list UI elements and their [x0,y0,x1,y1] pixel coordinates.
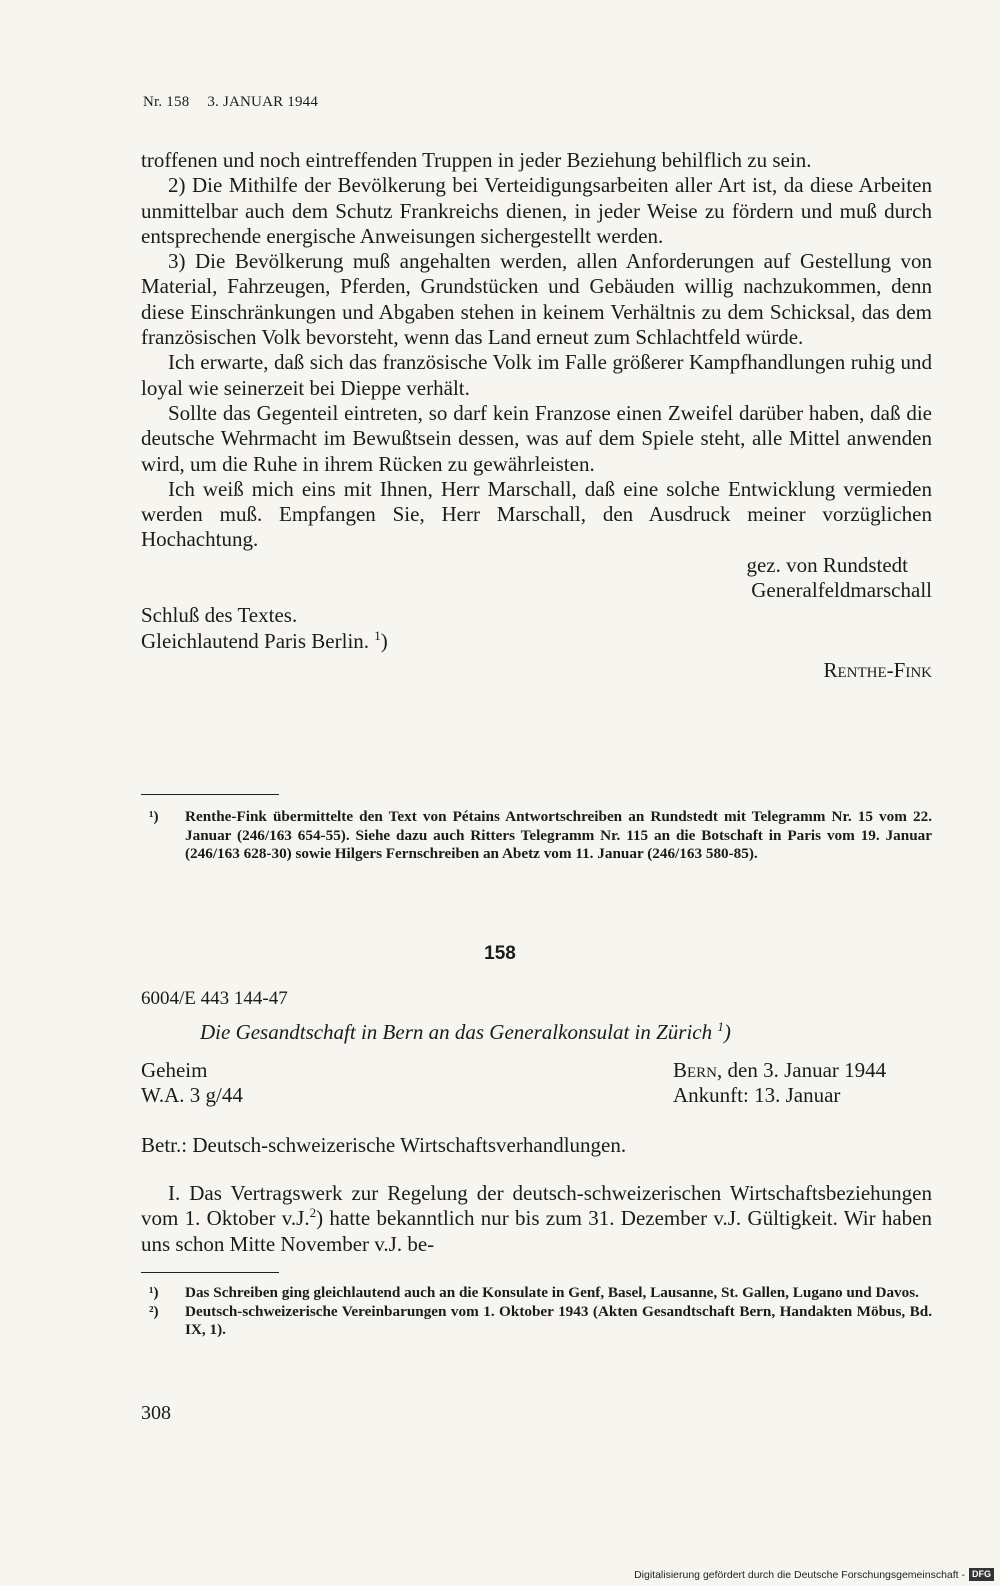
footnote-text: Renthe-Fink übermittelte den Text von Pétains Antwortschreiben an Rundstedt mit Telegramm Nr. 15 vom 22. Januar (246/163 654-55). Siehe dazu auch Ritters Telegramm Nr. 115 an die Botschaft in Paris vom 19. Januar (246/163 628-30) sowie Hilgers Fernschreiben an Abetz vom 11. Januar (246/163 580-85). [185,808,932,863]
paragraph: Ich weiß mich eins mit Ihnen, Herr Marschall, daß eine solche Entwicklung vermieden werden muß. Empfangen Sie, Herr Marschall, den Ausdruck meiner vorzüglichen Hochachtung. [141,476,932,552]
paragraph: Sollte das Gegenteil eintreten, so darf kein Franzose einen Zweifel darüber haben, daß die deutsche Wehrmacht im Bewußtsein dessen, was auf dem Spiele steht, alle Mittel anwenden wird, um die Ruhe in ihrem Rücken zu gewährleisten. [141,400,932,476]
document-meta-left [141,1058,243,1108]
body-text: hatte bekanntlich nur bis zum 31. Dezember v.J. Gültigkeit. Wir haben uns schon Mitte November v.J. be- [141,1206,932,1256]
footnote-rule [141,1272,279,1273]
footnote-mark: 1 [374,627,381,643]
reference-number: W.A. 3 g/44 [141,1083,243,1107]
running-head [143,94,332,111]
dfg-logo: DFG [969,1568,994,1581]
footnote-rule [141,794,279,795]
paragraph: Ich erwarte, daß sich das französische Volk im Falle größerer Kampfhandlungen ruhig und loyal wie seinerzeit bei Dieppe verhält. [141,350,932,400]
closing-text: Gleichlautend Paris Berlin. [141,628,370,653]
footnote-mark: ¹) [149,808,159,825]
footnote-text: Deutsch-schweizerische Vereinbarungen vom 1. Oktober 1943 (Akten Gesandtschaft Bern, Handakten Möbus, Bd. IX, 1). [185,1302,932,1339]
footnotes-top [141,808,932,864]
digitization-text: Digitalisierung gefördert durch die Deutsche Forschungsgemeinschaft - [634,1568,965,1581]
document-meta-right [673,1058,886,1108]
document-number: 158 [484,943,516,964]
footnote [141,1303,932,1340]
document-title-text: Die Gesandtschaft in Bern an das Generalkonsulat in Zürich [200,1020,713,1044]
paragraph: troffenen und noch eintreffenden Truppen in jeder Beziehung behilflich zu sein. [141,148,812,172]
footnote-text: Das Schreiben ging gleichlautend auch an die Konsulate in Genf, Basel, Lausanne, St. Gallen, Lugano und Davos. [185,1284,919,1301]
digitization-note [634,1568,994,1581]
closing-line: Gleichlautend Paris Berlin. $^1$) [141,627,388,653]
body-text: I. Das Vertragswerk zur Regelung der deutsch-schweizerischen Wirtschaftsbeziehungen vom 1. Oktober v.J. [141,1181,932,1231]
letter-continuation [141,148,932,683]
footnotes-bottom [141,1284,932,1340]
footnote-mark: 2 [309,1205,317,1221]
date: , den 3. Januar 1944 [717,1058,887,1082]
running-head-number: Nr. 158 [143,94,190,110]
sender-name: Renthe-Fink [823,657,932,682]
arrival-date: Ankunft: 13. Januar [673,1083,841,1107]
footnote [141,808,932,864]
place: Bern [673,1058,718,1082]
footnote-mark: ¹) [149,1284,159,1301]
document-body [141,1181,932,1257]
running-head-date: 3. JANUAR 1944 [207,94,319,110]
closing-line: Schluß des Textes. [141,603,298,628]
paragraph: 3) Die Bevölkerung muß angehalten werden, allen Anforderungen auf Gestellung von Material, Fahrzeugen, Pferden, Grundstücken und Gebäuden willig nachzukommen, denn diese Einschränkungen und Abgaben stehen in keinem Verhältnis zu dem Schicksal, das dem französischen Volk bevorsteht, wenn das Land erneut zum Schlachtfeld würde. [141,249,932,350]
page-number: 308 [141,1402,171,1424]
footnote-mark: ²) [149,1302,159,1320]
file-reference: 6004/E 443 144-47 [141,988,288,1009]
footnote-mark: 1 [717,1019,724,1034]
signature-name: gez. von Rundstedt [746,552,908,577]
paragraph: 2) Die Mithilfe der Bevölkerung bei Verteidigungsarbeiten aller Art ist, da diese Arbeiten unmittelbar auch dem Schutz Frankreichs dienen, in jeder Weise zu fördern und muß durch entsprechende energische Anweisungen sichergestellt werden. [141,173,932,248]
signature-rank: Generalfeldmarschall [751,578,932,603]
footnote [141,1284,932,1303]
subject-line: Betr.: Deutsch-schweizerische Wirtschaftsverhandlungen. [141,1133,627,1157]
place-date [673,1058,886,1083]
paragraph: I. Das Vertragswerk zur Regelung der deutsch-schweizerischen Wirtschaftsbeziehungen vom 1. Oktober v.J.$^2$) hatte bekanntlich nur bis zum 31. Dezember v.J. Gültigkeit. Wir haben uns schon Mitte November v.J. be- [141,1181,932,1256]
document-title: Die Gesandtschaft in Bern an das Generalkonsulat in Zürich $^1$) [200,1019,731,1044]
classification: Geheim [141,1058,208,1082]
